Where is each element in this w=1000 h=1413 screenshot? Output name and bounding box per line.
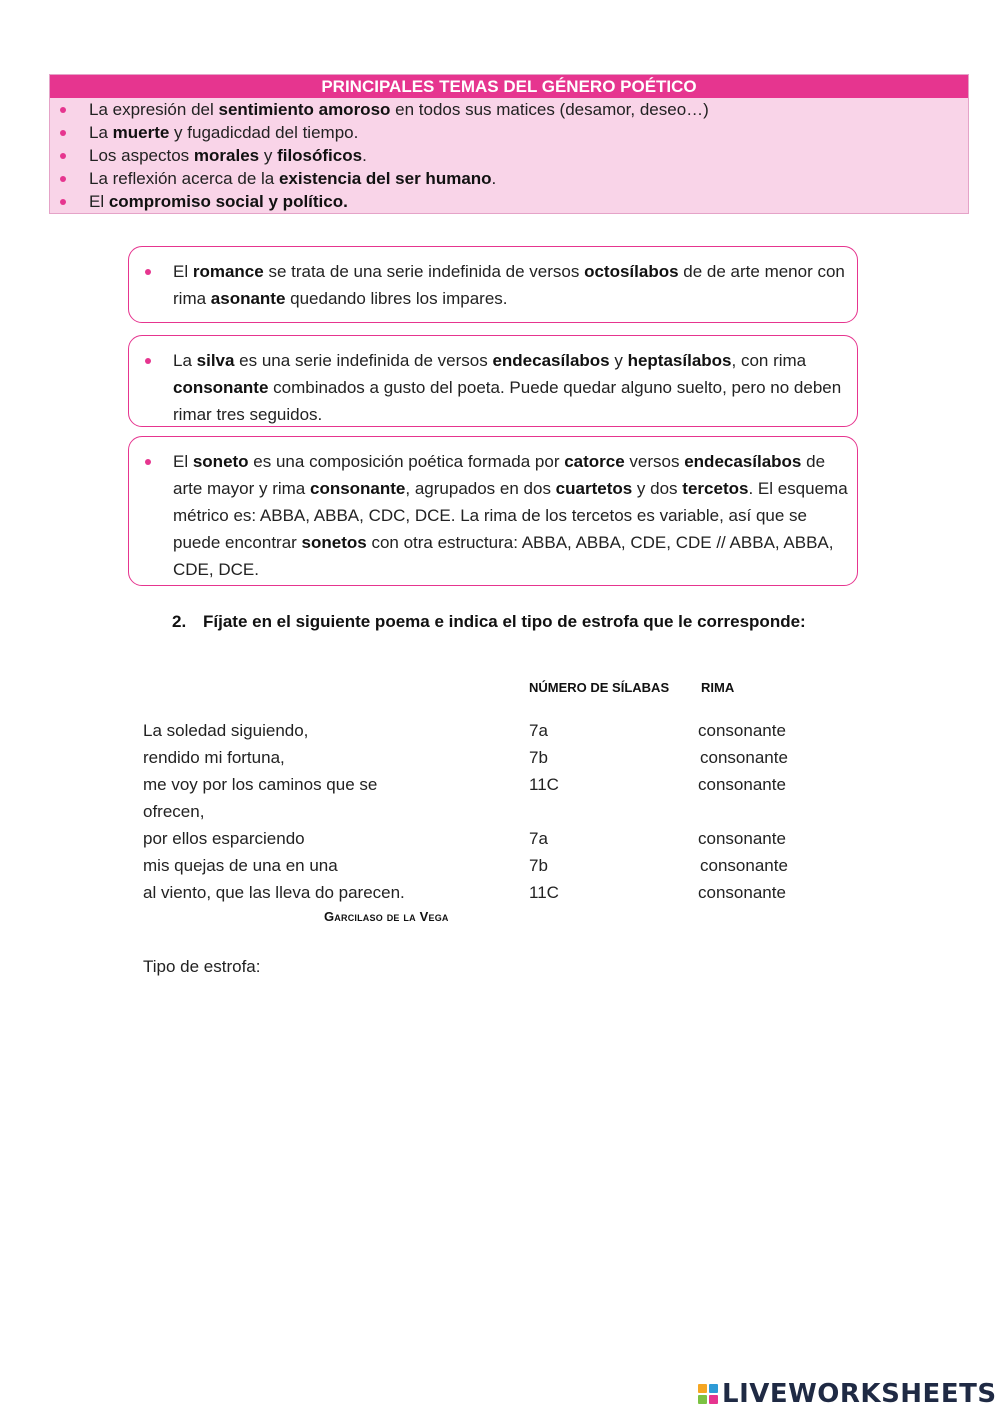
silva-definition-text: La silva es una serie indefinida de versos endecasílabos y heptasílabos, con rima consonante combinados a gusto del poeta. Puede quedar alguno suelto, pero no deben rimar tres seguidos. (173, 351, 842, 424)
logo-block (698, 1395, 707, 1404)
logo-blocks-icon (698, 1384, 718, 1404)
rhyme-type: consonante (698, 829, 786, 848)
syllable-count: 11C (529, 883, 559, 902)
question-number: 2. (172, 612, 187, 631)
rhyme-type: consonante (698, 775, 786, 794)
soneto-definition-box (128, 436, 858, 586)
rhyme-type: consonante (698, 883, 786, 902)
verse-text: me voy por los caminos que se ofrecen, (143, 775, 378, 821)
poem-row (143, 744, 843, 771)
logo-block (698, 1384, 707, 1393)
brand-name: LIVEWORKSHEETS (722, 1379, 997, 1409)
poem-row (143, 825, 843, 852)
bullet-icon (145, 459, 151, 465)
poem-row (143, 717, 843, 744)
syllable-count: 7b (529, 856, 548, 875)
rhyme-type: consonante (698, 721, 786, 740)
verse-text: mis quejas de una en una (143, 856, 338, 875)
liveworksheets-logo (698, 1378, 997, 1410)
verse-text: La soledad siguiendo, (143, 721, 309, 740)
silva-definition-box (128, 335, 858, 427)
logo-block (709, 1395, 718, 1404)
rhyme-type: consonante (700, 856, 788, 875)
theme-item: El compromiso social y político. (50, 190, 968, 213)
syllable-count: 7a (529, 721, 548, 740)
syllable-count: 7a (529, 829, 548, 848)
poem-row (143, 879, 843, 906)
soneto-definition-text: El soneto es una composición poética formada por catorce versos endecasílabos de arte mayor y rima consonante, agrupados en dos cuartetos y dos tercetos. El esquema métrico es: ABBA, ABBA, CDC, DCE. La rima de los tercetos es variable, así que se puede encontrar sonetos con otra estructura: ABBA, ABBA, CDE, CDE // ABBA, ABBA, CDE, DCE. (173, 452, 848, 579)
syllable-count: 11C (529, 775, 559, 794)
answer-label: Tipo de estrofa: (143, 957, 261, 976)
themes-table (49, 74, 969, 214)
poem (143, 717, 843, 906)
syllables-column-header: NÚMERO DE SÍLABAS (529, 680, 670, 695)
bullet-icon (145, 269, 151, 275)
poem-row (143, 771, 843, 825)
poem-row (143, 852, 843, 879)
syllable-count: 7b (529, 748, 548, 767)
romance-definition-text: El romance se trata de una serie indefinida de versos octosílabos de de arte menor con rima asonante quedando libres los impares. (173, 262, 845, 308)
verse-text: por ellos esparciendo (143, 829, 305, 848)
rhyme-column-header: RIMA (701, 680, 735, 695)
rhyme-type: consonante (700, 748, 788, 767)
question-text: Fíjate en el siguiente poema e indica el tipo de estrofa que le corresponde: (203, 612, 806, 631)
logo-block (709, 1384, 718, 1393)
bullet-icon (145, 358, 151, 364)
theme-item: La expresión del sentimiento amoroso en todos sus matices (desamor, deseo…) (50, 98, 968, 121)
verse-text: rendido mi fortuna, (143, 748, 285, 767)
romance-definition-box (128, 246, 858, 323)
themes-list (50, 98, 968, 213)
theme-item: Los aspectos morales y filosóficos. (50, 144, 968, 167)
verse-text: al viento, que las lleva do parecen. (143, 883, 405, 902)
poem-author: Garcilaso de la Vega (324, 909, 449, 924)
theme-item: La reflexión acerca de la existencia del ser humano. (50, 167, 968, 190)
theme-item: La muerte y fugadicdad del tiempo. (50, 121, 968, 144)
themes-title: PRINCIPALES TEMAS DEL GÉNERO POÉTICO (50, 75, 968, 98)
question-2 (172, 609, 812, 635)
